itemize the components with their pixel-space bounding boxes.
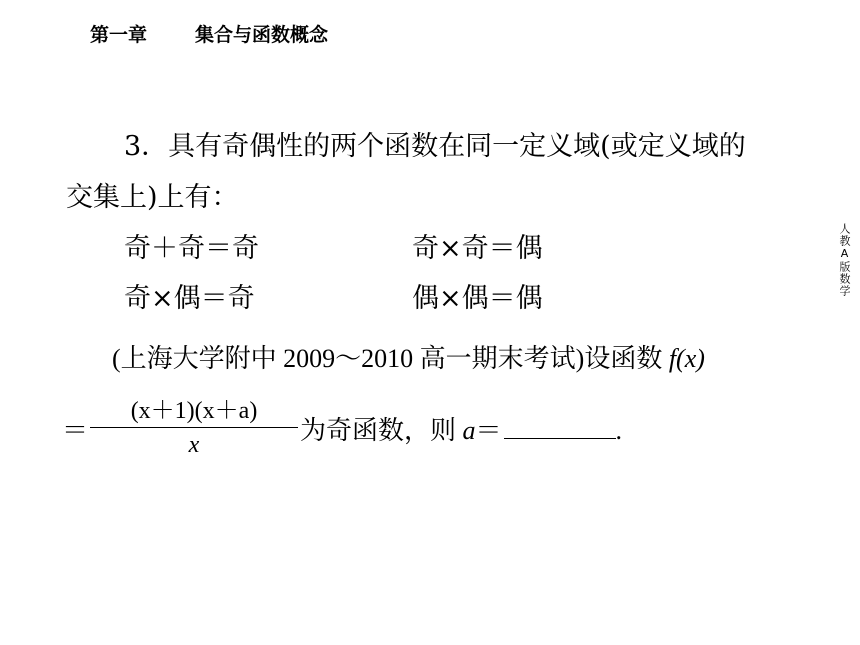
- variable-a: a: [462, 416, 476, 445]
- tail-text: 为奇函数，则: [300, 416, 463, 445]
- fraction-numerator: (x＋1)(x＋a): [130, 398, 258, 424]
- fraction-denominator: x: [188, 432, 200, 458]
- side-label: 人教A版数学: [838, 223, 851, 297]
- problem-statement: [112, 338, 705, 375]
- paragraph-line-2: 交集上)上有：: [66, 182, 239, 213]
- equation-row: [62, 396, 622, 466]
- problem-source-text: (上海大学附中 2009～2010 高一期末考试)设函数: [112, 344, 669, 373]
- equation-tail: [300, 410, 622, 447]
- page-header: [90, 20, 328, 47]
- paragraph-line-1: 3．具有奇偶性的两个函数在同一定义域(或定义域的: [124, 131, 746, 162]
- equals-sign: ＝: [62, 416, 89, 446]
- answer-blank[interactable]: [504, 416, 616, 439]
- function-fx: f(x): [668, 344, 705, 373]
- rule-odd-times-odd: 奇×奇＝偶: [412, 233, 543, 264]
- rule-even-times-even: 偶×偶＝偶: [412, 283, 543, 314]
- fraction: [90, 396, 298, 460]
- rule-odd-plus-odd: 奇＋奇＝奇: [124, 233, 259, 264]
- chapter-number: 第一章: [90, 24, 148, 46]
- chapter-title: 集合与函数概念: [195, 24, 329, 46]
- rule-odd-times-even: 奇×偶＝奇: [124, 283, 255, 314]
- fraction-bar: [90, 427, 298, 428]
- tail-equals: ＝: [475, 416, 502, 445]
- end-period: .: [615, 416, 623, 445]
